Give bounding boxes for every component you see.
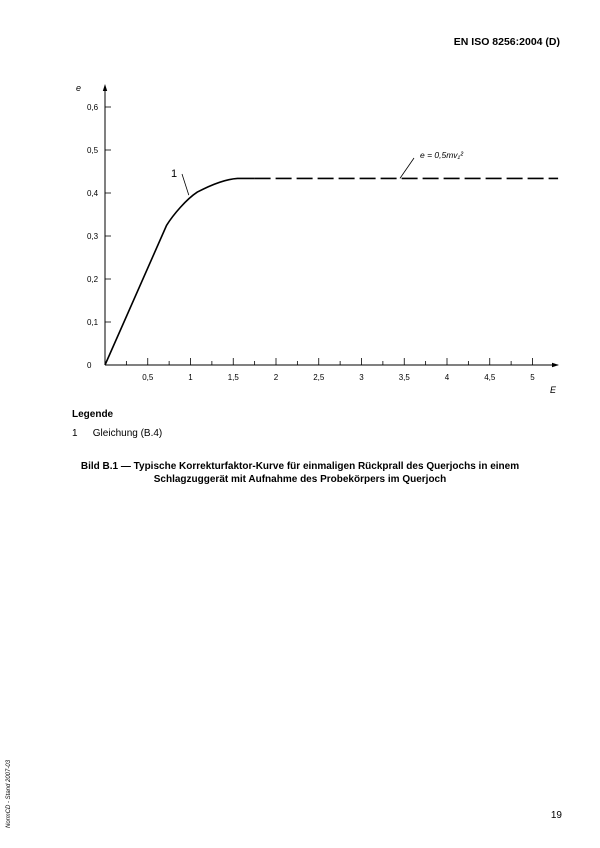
figure-caption: Bild B.1 — Typische Korrekturfaktor-Kurve für einmaligen Rückprall des Querjochs in einem Schlagzuggerät mit Aufnahme des Probekörpers im Querjoch bbox=[80, 461, 520, 485]
legend-item-number: 1 bbox=[72, 428, 78, 439]
callout-number-1: 1 bbox=[171, 168, 178, 180]
y-tick-label: 0,1 bbox=[87, 318, 99, 327]
y-axis-arrow bbox=[103, 84, 107, 91]
correction-factor-chart bbox=[0, 0, 600, 400]
legend-item bbox=[72, 428, 162, 439]
legend-item-text: Gleichung (B.4) bbox=[92, 428, 163, 439]
x-tick-label: 3,5 bbox=[398, 373, 410, 382]
x-axis-label: E bbox=[550, 385, 557, 395]
y-tick-label: 0,4 bbox=[87, 189, 99, 198]
x-tick-label: 2 bbox=[273, 373, 279, 382]
x-tick-label: 1 bbox=[188, 373, 193, 382]
x-tick-label: 1,5 bbox=[227, 373, 239, 382]
x-tick-label: 4 bbox=[444, 373, 450, 382]
side-note: NormCD - Stand 2007-03 bbox=[6, 759, 12, 828]
legend-title: Legende bbox=[72, 409, 114, 420]
formula-leader bbox=[400, 158, 414, 178]
x-tick-label: 3 bbox=[359, 373, 364, 382]
x-tick-label: 0,5 bbox=[142, 373, 154, 382]
x-tick-label: 5 bbox=[530, 373, 535, 382]
y-tick-label: 0,3 bbox=[87, 232, 99, 241]
formula-label: e = 0,5mv₁² bbox=[420, 150, 464, 160]
y-tick-label: 0,2 bbox=[87, 275, 99, 284]
document-id: EN ISO 8256:2004 (D) bbox=[453, 36, 560, 48]
page-number: 19 bbox=[550, 810, 562, 821]
y-tick-label: 0,6 bbox=[87, 103, 99, 112]
y-tick-label: 0,5 bbox=[87, 146, 99, 155]
x-axis-arrow bbox=[552, 363, 559, 367]
callout-leader-1 bbox=[182, 174, 189, 195]
y-axis-label: e bbox=[76, 83, 82, 93]
x-tick-label: 2,5 bbox=[313, 373, 325, 382]
y-tick-label: 0 bbox=[87, 361, 92, 370]
x-tick-label: 4,5 bbox=[484, 373, 496, 382]
correction-curve-solid bbox=[105, 178, 255, 365]
